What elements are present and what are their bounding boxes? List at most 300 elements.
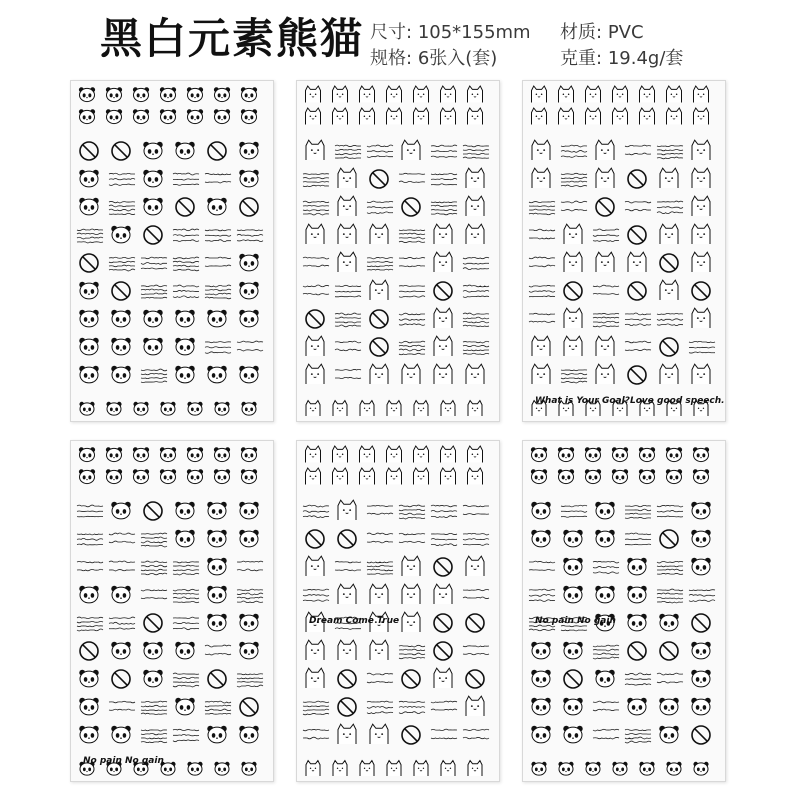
panda-sticker-icon (239, 530, 258, 547)
handwriting-doodle (399, 257, 425, 266)
handwriting-doodle (237, 561, 263, 571)
cat-sticker-icon (338, 640, 356, 660)
panda-sticker-icon (241, 762, 256, 775)
panda-sticker-icon (143, 198, 162, 215)
handwriting-doodle (657, 201, 683, 214)
handwriting-doodle (303, 505, 329, 517)
panda-sticker-icon (612, 469, 628, 483)
cat-sticker-icon (387, 468, 402, 485)
handwriting-doodle (625, 533, 651, 545)
cat-sticker-icon (360, 761, 374, 776)
cat-sticker-icon (338, 252, 356, 272)
handwriting-doodle (593, 701, 619, 711)
handwriting-doodle (367, 701, 393, 713)
panda-sticker-icon (691, 642, 710, 659)
handwriting-doodle (109, 533, 135, 543)
panda-sticker-icon (241, 87, 257, 101)
cat-sticker-icon (338, 584, 356, 604)
handwriting-doodle (561, 201, 587, 211)
handwriting-doodle (657, 561, 683, 574)
panda-sticker-icon (79, 447, 95, 461)
cat-sticker-icon (468, 401, 482, 416)
panda-sticker-icon (693, 762, 708, 775)
handwriting-doodle (463, 341, 489, 354)
no-sign-icon (370, 170, 388, 188)
no-sign-icon (144, 614, 162, 632)
panda-sticker-icon (79, 310, 98, 327)
no-sign-icon (434, 642, 452, 660)
handwriting-doodle (463, 257, 489, 269)
handwriting-doodle (529, 257, 555, 267)
handwriting-doodle (335, 145, 361, 158)
cat-sticker-icon (306, 446, 321, 463)
cat-sticker-icon (596, 336, 614, 356)
cat-sticker-icon (306, 364, 324, 384)
handwriting-doodle (303, 257, 329, 267)
panda-sticker-icon (111, 642, 130, 659)
handwriting-doodle (173, 257, 199, 271)
cat-sticker-icon (441, 468, 456, 485)
no-sign-icon (338, 670, 356, 688)
cat-sticker-icon (466, 224, 484, 244)
handwriting-doodle (463, 589, 489, 598)
handwriting-doodle (173, 617, 199, 630)
handwriting-doodle (303, 729, 329, 739)
panda-sticker-icon (207, 366, 226, 383)
handwriting-doodle (399, 173, 425, 182)
panda-sticker-icon (595, 502, 614, 519)
handwriting-doodle (399, 505, 425, 519)
panda-sticker-icon (79, 198, 98, 215)
no-sign-icon (466, 614, 484, 632)
panda-sticker-icon (627, 586, 646, 603)
no-sign-icon (692, 614, 710, 632)
handwriting-doodle (529, 201, 555, 214)
no-sign-icon (628, 170, 646, 188)
panda-sticker-icon (133, 447, 149, 461)
handwriting-doodle (399, 230, 425, 243)
no-sign-icon (434, 614, 452, 632)
panda-sticker-icon (160, 402, 175, 415)
cat-sticker-icon (660, 280, 678, 300)
handwriting-doodle (431, 533, 457, 545)
cat-sticker-icon (694, 108, 709, 125)
cat-sticker-icon (414, 446, 429, 463)
handwriting-doodle (657, 145, 683, 158)
panda-sticker-icon (133, 469, 149, 483)
cat-sticker-icon (468, 761, 482, 776)
handwriting-doodle (657, 589, 683, 603)
handwriting-doodle (173, 562, 199, 575)
panda-sticker-icon (79, 87, 95, 101)
handwriting-doodle (625, 505, 651, 518)
handwriting-doodle (367, 201, 393, 213)
sheet-caption: Love good speech. (630, 396, 725, 406)
handwriting-doodle (625, 201, 651, 210)
no-sign-icon (466, 670, 484, 688)
panda-sticker-icon (239, 310, 258, 327)
handwriting-doodle (173, 589, 199, 602)
handwriting-doodle (77, 505, 103, 517)
no-sign-icon (660, 338, 678, 356)
panda-sticker-icon (106, 402, 121, 415)
handwriting-doodle (173, 285, 199, 297)
cat-sticker-icon (468, 446, 483, 463)
no-sign-icon (112, 282, 130, 300)
cat-sticker-icon (414, 761, 428, 776)
handwriting-doodle (109, 701, 135, 710)
panda-sticker-icon (531, 726, 550, 743)
panda-sticker-icon (627, 558, 646, 575)
panda-sticker-icon (143, 642, 162, 659)
cat-sticker-icon (306, 108, 321, 125)
panda-sticker-icon (207, 530, 226, 547)
handwriting-doodle (141, 701, 167, 714)
handwriting-doodle (625, 341, 651, 350)
panda-sticker-icon (239, 642, 258, 659)
handwriting-doodle (303, 285, 329, 295)
cat-sticker-icon (414, 401, 428, 416)
handwriting-doodle (529, 561, 555, 570)
sticker-sheet-5 (296, 440, 500, 782)
handwriting-doodle (399, 533, 425, 542)
handwriting-doodle (205, 285, 231, 299)
no-sign-icon (112, 142, 130, 160)
cat-sticker-icon (466, 196, 484, 216)
panda-sticker-icon (214, 447, 230, 461)
handwriting-doodle (367, 562, 393, 574)
no-sign-icon (306, 530, 324, 548)
sheet-caption: No pain No gain (535, 616, 616, 626)
no-sign-icon (628, 366, 646, 384)
panda-sticker-icon (111, 726, 130, 743)
handwriting-doodle (173, 229, 199, 241)
panda-sticker-icon (666, 762, 681, 775)
cat-sticker-icon (370, 224, 388, 244)
no-sign-icon (208, 142, 226, 160)
panda-sticker-icon (175, 530, 194, 547)
cat-sticker-icon (660, 364, 678, 384)
panda-sticker-icon (531, 670, 550, 687)
handwriting-doodle (141, 561, 167, 575)
cat-sticker-icon (306, 224, 324, 244)
panda-sticker-icon (133, 87, 149, 101)
panda-sticker-icon (143, 338, 162, 355)
panda-sticker-icon (531, 447, 547, 461)
handwriting-doodle (77, 534, 103, 545)
cat-sticker-icon (360, 446, 375, 463)
handwriting-doodle (141, 257, 167, 269)
cat-sticker-icon (660, 224, 678, 244)
cat-sticker-icon (370, 280, 388, 300)
sheet-caption: Dream Come True (309, 616, 400, 626)
handwriting-doodle (109, 201, 135, 214)
handwriting-doodle (399, 645, 425, 658)
panda-sticker-icon (639, 469, 655, 483)
panda-sticker-icon (563, 642, 582, 659)
panda-sticker-icon (531, 642, 550, 659)
cat-sticker-icon (564, 336, 582, 356)
panda-sticker-icon (214, 109, 230, 123)
panda-sticker-icon (612, 762, 627, 775)
handwriting-doodle (303, 174, 329, 187)
cat-sticker-icon (692, 196, 710, 216)
cat-sticker-icon (434, 224, 452, 244)
sticker-sheet-1 (70, 80, 274, 422)
panda-sticker-icon (241, 447, 257, 461)
panda-sticker-icon (111, 338, 130, 355)
spec-quantity: 规格: 6张入(套) (370, 48, 498, 69)
cat-sticker-icon (532, 86, 547, 103)
panda-sticker-icon (79, 402, 94, 415)
panda-sticker-icon (133, 402, 148, 415)
cat-sticker-icon (596, 168, 614, 188)
panda-sticker-icon (241, 109, 257, 123)
sheet-caption: No pain No gain (83, 756, 164, 766)
handwriting-doodle (625, 313, 651, 326)
cat-sticker-icon (694, 86, 709, 103)
panda-sticker-icon (160, 87, 176, 101)
no-sign-icon (370, 338, 388, 356)
panda-sticker-icon (79, 338, 98, 355)
handwriting-doodle (593, 285, 619, 294)
cat-sticker-icon (338, 724, 356, 744)
panda-sticker-icon (659, 698, 678, 715)
panda-sticker-icon (659, 614, 678, 631)
cat-sticker-icon (434, 584, 452, 604)
handwriting-doodle (205, 257, 231, 266)
cat-sticker-icon (532, 108, 547, 125)
handwriting-doodle (463, 313, 489, 326)
cat-sticker-icon (441, 446, 456, 463)
cat-sticker-icon (333, 468, 348, 485)
panda-sticker-icon (558, 447, 574, 461)
cat-sticker-icon (692, 224, 710, 244)
panda-sticker-icon (207, 310, 226, 327)
handwriting-doodle (463, 505, 489, 514)
cat-sticker-icon (441, 86, 456, 103)
cat-sticker-icon (387, 446, 402, 463)
panda-sticker-icon (693, 447, 709, 461)
panda-sticker-icon (214, 469, 230, 483)
panda-sticker-icon (595, 530, 614, 547)
handwriting-doodle (529, 313, 555, 322)
panda-sticker-icon (595, 670, 614, 687)
cat-sticker-icon (667, 108, 682, 125)
cat-sticker-icon (434, 336, 452, 356)
panda-sticker-icon (239, 254, 258, 271)
cat-sticker-icon (466, 696, 484, 716)
cat-sticker-icon (360, 468, 375, 485)
panda-sticker-icon (691, 530, 710, 547)
no-sign-icon (402, 670, 420, 688)
panda-sticker-icon (563, 558, 582, 575)
no-sign-icon (144, 502, 162, 520)
cat-sticker-icon (532, 336, 550, 356)
handwriting-doodle (529, 229, 555, 239)
cat-sticker-icon (402, 612, 420, 632)
panda-sticker-icon (187, 109, 203, 123)
cat-sticker-icon (660, 168, 678, 188)
cat-sticker-icon (441, 108, 456, 125)
handwriting-doodle (335, 562, 361, 571)
handwriting-doodle (593, 729, 619, 739)
handwriting-doodle (529, 589, 555, 601)
handwriting-doodle (689, 341, 715, 353)
handwriting-doodle (237, 341, 263, 351)
handwriting-doodle (335, 285, 361, 297)
cat-sticker-icon (414, 86, 429, 103)
cat-sticker-icon (338, 224, 356, 244)
panda-sticker-icon (639, 447, 655, 461)
handwriting-doodle (399, 285, 425, 297)
handwriting-doodle (431, 145, 457, 157)
cat-sticker-icon (370, 364, 388, 384)
cat-sticker-icon (586, 108, 601, 125)
handwriting-doodle (109, 561, 135, 571)
handwriting-doodle (367, 673, 393, 683)
panda-sticker-icon (187, 469, 203, 483)
cat-sticker-icon (338, 196, 356, 216)
handwriting-doodle (625, 145, 651, 155)
handwriting-doodle (141, 590, 167, 599)
panda-sticker-icon (207, 614, 226, 631)
cat-sticker-icon (596, 364, 614, 384)
handwriting-doodle (431, 729, 457, 739)
handwriting-doodle (205, 230, 231, 242)
cat-sticker-icon (370, 640, 388, 660)
handwriting-doodle (593, 229, 619, 241)
panda-sticker-icon (175, 142, 194, 159)
panda-sticker-icon (531, 502, 550, 519)
panda-sticker-icon (106, 109, 122, 123)
panda-sticker-icon (639, 762, 654, 775)
handwriting-doodle (431, 505, 457, 517)
panda-sticker-icon (79, 469, 95, 483)
cat-sticker-icon (387, 108, 402, 125)
handwriting-doodle (431, 174, 457, 185)
cat-sticker-icon (306, 336, 324, 356)
product-title: 黑白元素熊猫 (100, 14, 365, 63)
product-header (0, 0, 800, 78)
spec-weight: 克重: 19.4g/套 (560, 48, 684, 69)
cat-sticker-icon (564, 308, 582, 328)
handwriting-doodle (399, 313, 425, 325)
panda-sticker-icon (531, 469, 547, 483)
panda-sticker-icon (79, 170, 98, 187)
cat-sticker-icon (667, 86, 682, 103)
sticker-sheet-3 (522, 80, 726, 422)
cat-sticker-icon (468, 468, 483, 485)
no-sign-icon (338, 530, 356, 548)
cat-sticker-icon (628, 252, 646, 272)
spec-size: 尺寸: 105*155mm (370, 22, 531, 43)
panda-sticker-icon (659, 726, 678, 743)
handwriting-doodle (431, 701, 457, 710)
cat-sticker-icon (306, 401, 320, 416)
panda-sticker-icon (175, 642, 194, 659)
panda-sticker-icon (111, 502, 130, 519)
cat-sticker-icon (306, 640, 324, 660)
panda-sticker-icon (595, 586, 614, 603)
handwriting-doodle (367, 533, 393, 543)
cat-sticker-icon (564, 224, 582, 244)
panda-sticker-icon (563, 726, 582, 743)
handwriting-doodle (561, 505, 587, 517)
cat-sticker-icon (370, 724, 388, 744)
panda-sticker-icon (241, 402, 256, 415)
no-sign-icon (628, 226, 646, 244)
cat-sticker-icon (441, 401, 455, 416)
panda-sticker-icon (241, 469, 257, 483)
panda-sticker-icon (79, 282, 98, 299)
handwriting-doodle (463, 533, 489, 545)
panda-sticker-icon (143, 670, 162, 687)
handwriting-doodle (77, 617, 103, 631)
panda-sticker-icon (160, 469, 176, 483)
cat-sticker-icon (360, 401, 374, 416)
panda-sticker-icon (175, 310, 194, 327)
cat-sticker-icon (586, 86, 601, 103)
handwriting-doodle (463, 729, 489, 739)
handwriting-doodle (141, 533, 167, 547)
panda-sticker-icon (563, 698, 582, 715)
cat-sticker-icon (640, 86, 655, 103)
handwriting-doodle (173, 729, 199, 741)
handwriting-doodle (77, 229, 103, 243)
cat-sticker-icon (434, 252, 452, 272)
cat-sticker-icon (559, 86, 574, 103)
panda-sticker-icon (207, 198, 226, 215)
handwriting-doodle (463, 646, 489, 655)
panda-sticker-icon (627, 698, 646, 715)
cat-sticker-icon (613, 108, 628, 125)
cat-sticker-icon (434, 364, 452, 384)
panda-sticker-icon (143, 170, 162, 187)
handwriting-doodle (173, 673, 199, 687)
panda-sticker-icon (207, 586, 226, 603)
panda-sticker-icon (79, 366, 98, 383)
handwriting-doodle (141, 285, 167, 298)
panda-sticker-icon (133, 109, 149, 123)
panda-sticker-icon (207, 726, 226, 743)
handwriting-doodle (463, 285, 489, 297)
panda-sticker-icon (585, 469, 601, 483)
cat-sticker-icon (333, 401, 347, 416)
cat-sticker-icon (640, 108, 655, 125)
panda-sticker-icon (143, 310, 162, 327)
cat-sticker-icon (692, 140, 710, 160)
no-sign-icon (144, 226, 162, 244)
cat-sticker-icon (466, 168, 484, 188)
cat-sticker-icon (387, 86, 402, 103)
cat-sticker-icon (564, 252, 582, 272)
cat-sticker-icon (333, 108, 348, 125)
handwriting-doodle (689, 590, 715, 602)
panda-sticker-icon (239, 142, 258, 159)
panda-sticker-icon (79, 670, 98, 687)
handwriting-doodle (205, 701, 231, 714)
panda-sticker-icon (207, 558, 226, 575)
cat-sticker-icon (414, 108, 429, 125)
handwriting-doodle (367, 145, 393, 157)
handwriting-doodle (109, 257, 135, 271)
handwriting-doodle (657, 673, 683, 683)
panda-sticker-icon (143, 142, 162, 159)
panda-sticker-icon (239, 366, 258, 383)
panda-sticker-icon (627, 614, 646, 631)
panda-sticker-icon (111, 366, 130, 383)
